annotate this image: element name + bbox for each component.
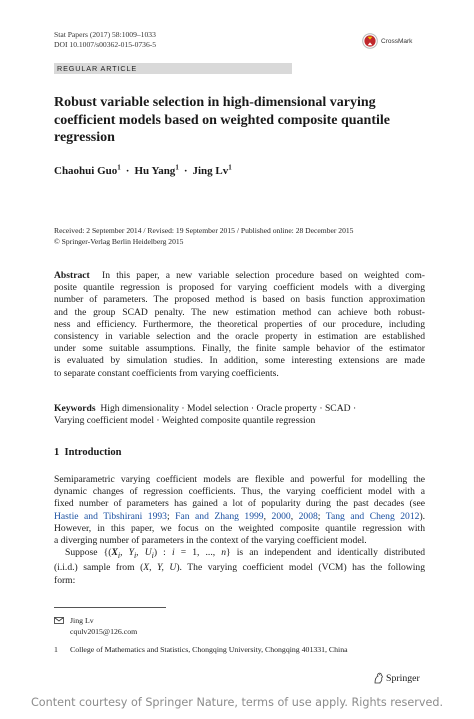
- abstract-line: is evaluated by simulation studies. In addition, some interesting extensions are made: [54, 355, 425, 367]
- crossmark-icon: [362, 33, 378, 49]
- footnote-divider: [54, 607, 166, 608]
- affiliation-number: 1: [54, 645, 58, 654]
- courtesy-watermark: Content courtesy of Springer Nature, terms of use apply. Rights reserved.: [30, 696, 444, 709]
- corresponding-author: [54, 615, 137, 637]
- introduction-body: [54, 474, 425, 587]
- springer-wordmark: Springer: [386, 672, 420, 684]
- author-list: [54, 163, 232, 177]
- received-dates: Received: 2 September 2014 / Revised: 19 September 2015 / Published online: 28 December 2015: [54, 226, 354, 235]
- doi-line: DOI 10.1007/s00362-015-0736-5: [54, 40, 157, 49]
- citation-link[interactable]: 2000: [271, 510, 291, 522]
- citation-link[interactable]: 2008: [298, 510, 318, 522]
- abstract-line: under some suitable assumptions. Finally, the finite sample behavior of the estimator: [54, 343, 425, 355]
- keywords-label: Keywords: [54, 403, 96, 414]
- math-variables: X, Y, U: [143, 562, 177, 574]
- abstract-line: number of parameters. The proposed method is based on basis function approximation: [54, 294, 425, 306]
- author-name[interactable]: Jing Lv$^1$: [192, 163, 232, 177]
- copyright-notice: © Springer-Verlag Berlin Heidelberg 2015: [54, 236, 184, 246]
- springer-logo: [372, 672, 420, 684]
- abstract-line: consistency in variable selection and the oracle property in estimation are established: [54, 331, 425, 343]
- intro-line: form:: [54, 574, 76, 586]
- abstract: [54, 270, 425, 380]
- intro-line: However, in this paper, we focus on the weighted composite quantile regression with: [54, 522, 425, 534]
- title-line: Robust variable selection in high-dimensional varying: [54, 95, 376, 110]
- journal-citation: Stat Papers (2017) 58:1009–1033: [54, 30, 156, 39]
- section-heading: [54, 447, 122, 458]
- intro-line: dynamic changes of regression coefficients. Thus, the varying coefficient model with a: [54, 486, 425, 498]
- journal-info: [54, 30, 156, 50]
- article-type-bar: REGULAR ARTICLE: [54, 63, 292, 74]
- section-number: 1: [54, 447, 60, 458]
- publication-history: [54, 226, 353, 247]
- email-link[interactable]: cqulv2015@126.com: [70, 627, 138, 636]
- author-separator: ·: [183, 164, 188, 177]
- crossmark-badge[interactable]: [362, 33, 412, 49]
- abstract-line: Abstract In this paper, a new variable selection procedure based on weighted com-: [54, 270, 425, 281]
- intro-line: (i.i.d.) sample from (X, Y, U). The varying coefficient model (VCM) has the following: [54, 562, 425, 574]
- crossmark-label: CrossMark: [381, 37, 413, 45]
- citation-link[interactable]: Fan and Zhang 1999: [175, 510, 264, 522]
- title-line: regression: [54, 130, 115, 145]
- springer-horse-icon: [372, 672, 384, 684]
- abstract-line: posite quantile regression is proposed for varying coefficient models with a diverging: [54, 282, 425, 294]
- abstract-line: ness and efficiency. Furthermore, the theoretical properties of our procedure, including: [54, 318, 425, 330]
- envelope-icon: [54, 617, 64, 624]
- keywords-line: Keywords High dimensionality · Model selection · Oracle property · SCAD ·: [54, 403, 357, 414]
- keywords: [54, 403, 425, 427]
- citation-link[interactable]: Hastie and Tibshirani 1993: [54, 510, 167, 522]
- keywords-line: Varying coefficient model · Weighted composite quantile regression: [54, 415, 316, 427]
- abstract-label: Abstract: [54, 270, 90, 281]
- author-separator: ·: [125, 164, 130, 177]
- abstract-line: and the group SCAD penalty. The new estimation method can achieve both robust-: [54, 306, 425, 318]
- title-line: coefficient models based on weighted composite quantile: [54, 112, 390, 128]
- affiliation-text: College of Mathematics and Statistics, Chongqing University, Chongqing 401331, China: [70, 645, 348, 654]
- author-name[interactable]: Chaohui Guo$^1$: [54, 163, 121, 177]
- intro-line: fixed number of parameters has gained a lot of popularity during the past decades (see: [54, 498, 425, 510]
- intro-citation-line: Hastie and Tibshirani 1993; Fan and Zhang 1999, 2000, 2008; Tang and Cheng 2012).: [54, 510, 426, 522]
- intro-line: Suppose {($X_i$, $Y_i$, $U_i$) : i = 1, ..., n} is an independent and identically distributed: [65, 547, 426, 561]
- corresponding-name: Jing Lv: [70, 616, 94, 625]
- section-title: Introduction: [64, 447, 122, 458]
- intro-line: Semiparametric varying coefficient models are flexible and powerful for modelling the: [54, 474, 425, 485]
- intro-line: a diverging number of parameters in the context of the varying coefficient model.: [54, 535, 367, 547]
- abstract-line: to separate constant coefficients from varying coefficients.: [54, 367, 279, 379]
- affiliation: [54, 645, 348, 654]
- citation-link[interactable]: Tang and Cheng 2012: [325, 510, 420, 522]
- paper-title: [54, 94, 424, 147]
- author-name[interactable]: Hu Yang$^1$: [134, 163, 179, 177]
